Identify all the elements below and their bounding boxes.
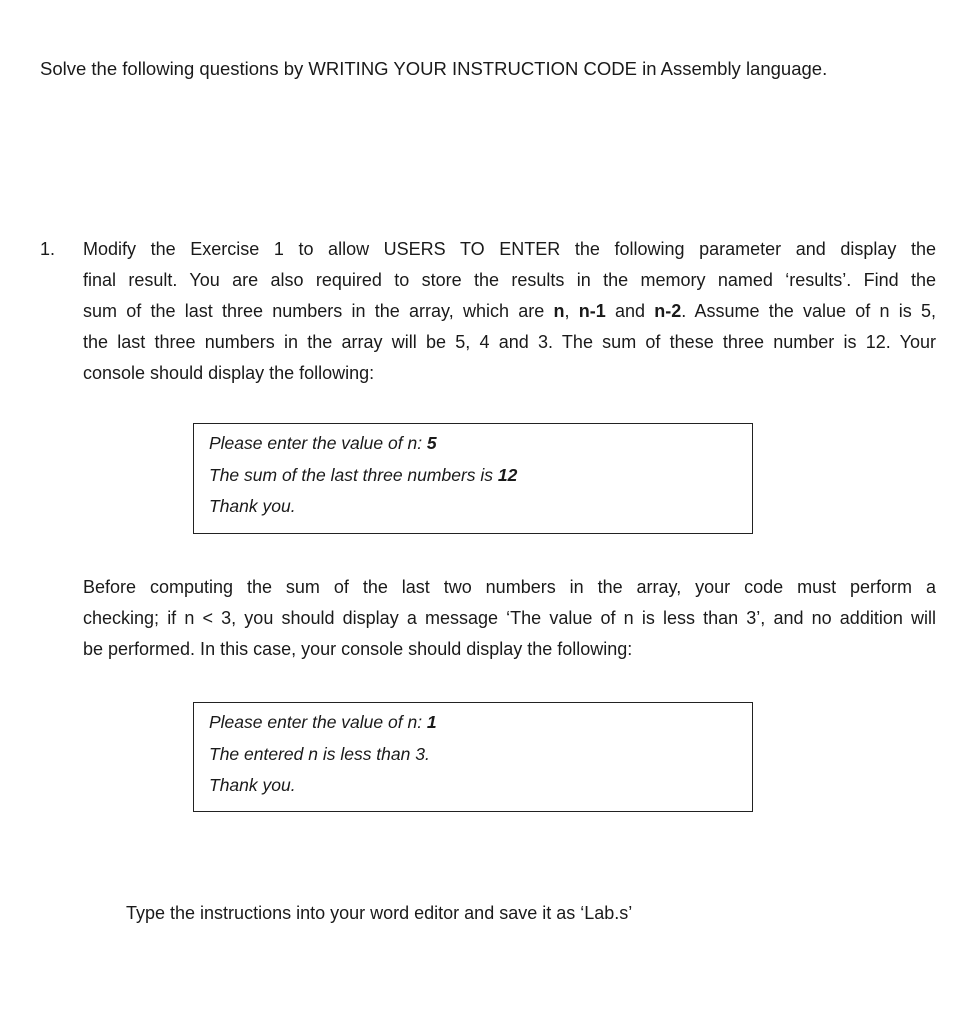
variable-n: n <box>553 301 565 321</box>
variable-n-minus-1: n-1 <box>578 301 606 321</box>
console-input-value: 1 <box>426 712 437 732</box>
console-prompt-text: Please enter the value of n: <box>209 712 427 732</box>
console-prompt-text: Please enter the value of n: <box>209 433 427 453</box>
paragraph-line: Modify the Exercise 1 to allow USERS TO ENTER the following parameter and display the <box>83 239 936 259</box>
paragraph-line: console should display the following: <box>83 363 375 383</box>
variable-n-minus-2: n-2 <box>654 301 682 321</box>
footer-instruction: Type the instructions into your word editor and save it as ‘Lab.s’ <box>126 903 633 923</box>
text-segment: , <box>564 301 579 321</box>
console-line-prompt <box>209 707 752 739</box>
console-line-sum <box>209 460 752 492</box>
console-line-prompt <box>209 428 752 460</box>
question-paragraph-2 <box>83 572 936 665</box>
console-input-value: 5 <box>426 433 437 453</box>
console-output-box-1 <box>193 423 753 534</box>
instruction-heading: Solve the following questions by WRITING YOUR INSTRUCTION CODE in Assembly language. <box>40 58 828 79</box>
paragraph-line: checking; if n < 3, you should display a message ‘The value of n is less than 3’, and no addition will <box>83 608 936 628</box>
paragraph-line: the last three numbers in the array will be 5, 4 and 3. The sum of these three number is 12. Your <box>83 332 936 352</box>
console-sum-value: 12 <box>497 464 518 485</box>
paragraph-line-with-variables <box>83 296 936 327</box>
paragraph-line: final result. You are also required to store the results in the memory named ‘results’. Find the <box>83 270 936 290</box>
console-output-box-2 <box>193 702 753 812</box>
console-line-thanks: Thank you. <box>209 496 296 516</box>
text-segment: and <box>605 301 655 321</box>
text-segment: . Assume the value of n is 5, <box>681 301 936 321</box>
text-segment: sum of the last three numbers in the array, which are <box>83 301 554 321</box>
question-paragraph-1 <box>83 234 936 389</box>
paragraph-line: Before computing the sum of the last two numbers in the array, your code must perform a <box>83 577 936 597</box>
console-line-message: The entered n is less than 3. <box>209 743 430 764</box>
question-number: 1. <box>40 239 56 259</box>
console-line-thanks: Thank you. <box>209 775 296 795</box>
console-sum-text: The sum of the last three numbers is <box>209 464 498 485</box>
paragraph-line: be performed. In this case, your console should display the following: <box>83 639 633 659</box>
